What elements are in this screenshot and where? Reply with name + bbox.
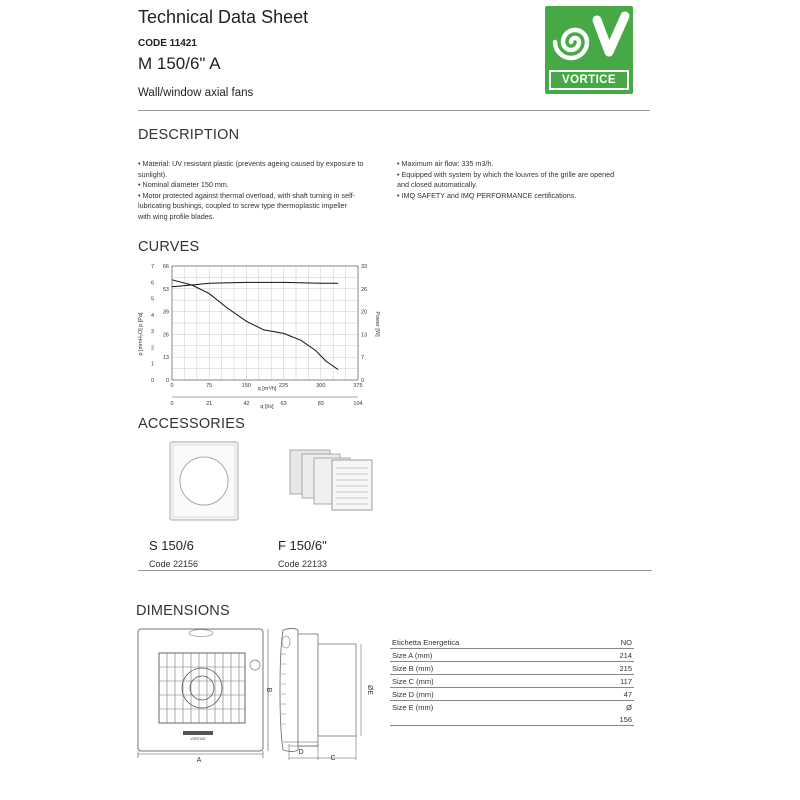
accessory-name: S 150/6 bbox=[149, 538, 194, 553]
grille-brand-label: VORTICE bbox=[190, 737, 206, 741]
x2-tick-label: 0 bbox=[170, 401, 174, 407]
y-left-label: p [mmH₂O] p [Pa] bbox=[138, 312, 144, 356]
x2-tick-label: 63 bbox=[280, 401, 287, 407]
x2-tick-label: 21 bbox=[206, 401, 213, 407]
dim-d-label: D bbox=[298, 749, 304, 756]
x-tick-label: 150 bbox=[241, 383, 251, 389]
y-left-outer-tick-label: 2 bbox=[150, 345, 154, 352]
description-line: • Nominal diameter 150 mm. bbox=[138, 180, 229, 190]
row-value: 215 bbox=[588, 662, 634, 675]
y-right-tick-label: 20 bbox=[361, 309, 368, 316]
description-line: • Material: UV resistant plastic (prevents ageing caused by exposure to bbox=[138, 159, 364, 168]
description-line: lubricating bushings, coupled to screw type thermoplastic impeller bbox=[138, 201, 347, 211]
y-right-label: Power [W] bbox=[374, 311, 380, 337]
header-divider bbox=[138, 110, 650, 111]
accessory-name: F 150/6" bbox=[278, 538, 327, 553]
grille-kit-image bbox=[288, 444, 384, 514]
y-left-tick-label: 26 bbox=[162, 332, 169, 339]
row-label: Size E (mm) bbox=[392, 702, 434, 712]
x-tick-label: 225 bbox=[279, 383, 289, 389]
row-label: Size A (mm) bbox=[390, 649, 588, 662]
row-label: Size C (mm) bbox=[390, 675, 588, 688]
y-left-tick-label: 66 bbox=[162, 264, 169, 270]
y-left-tick-label: 13 bbox=[162, 355, 169, 362]
y-left-outer-tick-label: 5 bbox=[150, 296, 154, 303]
row-label: Size D (mm) bbox=[390, 688, 588, 701]
curves-heading: CURVES bbox=[138, 239, 200, 255]
performance-chart bbox=[138, 260, 378, 415]
table-row bbox=[390, 649, 634, 662]
row-value: 214 bbox=[588, 649, 634, 662]
description-heading: DESCRIPTION bbox=[138, 127, 240, 143]
y-left-outer-tick-label: 0 bbox=[150, 378, 154, 384]
row-label: Size B (mm) bbox=[390, 662, 588, 675]
description-line: • Equipped with system by which the louvres of the grille are opened bbox=[397, 169, 615, 179]
accessory-code: Code 22156 bbox=[149, 559, 199, 569]
dimensions-heading: DIMENSIONS bbox=[136, 603, 230, 619]
dim-b-label: B bbox=[265, 687, 272, 693]
y-left-outer-tick-label: 6 bbox=[150, 280, 154, 287]
product-subtitle: Wall/window axial fans bbox=[138, 87, 254, 99]
vortice-logo bbox=[545, 6, 633, 94]
logo-swirl-icon bbox=[545, 6, 633, 70]
table-row bbox=[390, 713, 634, 726]
row-value: 117 bbox=[588, 675, 634, 688]
description-line: • Motor protected against thermal overload, with shaft turning in self- bbox=[138, 190, 356, 200]
dim-a-label: A bbox=[196, 757, 202, 764]
x2-label: q [l/s] bbox=[260, 404, 274, 410]
x-label: q [m³/h] bbox=[257, 386, 277, 392]
row-value: Ø bbox=[626, 702, 632, 712]
x-tick-label: 75 bbox=[206, 383, 213, 389]
accessory-code: Code 22133 bbox=[278, 559, 328, 569]
dim-e-label: ØE bbox=[366, 684, 373, 696]
table-row bbox=[390, 688, 634, 701]
y-left-outer-tick-label: 3 bbox=[150, 329, 154, 336]
table-row bbox=[390, 675, 634, 688]
y-left-outer-tick-label: 7 bbox=[150, 264, 154, 270]
x2-tick-label: 83 bbox=[317, 401, 324, 407]
row-value: 47 bbox=[588, 688, 634, 701]
table-row bbox=[390, 701, 634, 714]
table-row bbox=[390, 662, 634, 675]
row-label: Etichetta Energetica bbox=[390, 636, 588, 649]
description-right bbox=[397, 159, 652, 201]
description-line: with wing profile blades. bbox=[138, 211, 215, 221]
dimensions-table bbox=[390, 636, 634, 726]
description-left bbox=[138, 159, 393, 223]
y-left-outer-tick-label: 4 bbox=[150, 312, 154, 319]
y-right-tick-label: 33 bbox=[361, 264, 368, 270]
description-line: • Maximum air flow: 335 m3/h. bbox=[397, 159, 494, 168]
y-right-tick-label: 13 bbox=[361, 332, 368, 339]
dim-c-label: C bbox=[330, 755, 336, 762]
table-row bbox=[390, 636, 634, 649]
y-left-tick-label: 53 bbox=[162, 286, 169, 293]
y-right-tick-label: 26 bbox=[361, 286, 368, 293]
y-left-tick-label: 0 bbox=[165, 378, 169, 384]
logo-wordmark: VORTICE bbox=[549, 70, 629, 90]
mounting-plate-image bbox=[168, 440, 241, 522]
y-left-outer-tick-label: 1 bbox=[150, 361, 154, 368]
row-label bbox=[390, 713, 588, 726]
row-value: 156 bbox=[588, 713, 634, 726]
y-right-tick-label: 7 bbox=[361, 355, 365, 362]
accessories-divider bbox=[138, 570, 652, 571]
x2-tick-label: 42 bbox=[243, 401, 250, 407]
accessories-heading: ACCESSORIES bbox=[138, 416, 245, 432]
document-title: Technical Data Sheet bbox=[138, 7, 309, 27]
x2-tick-label: 104 bbox=[353, 401, 363, 407]
x-tick-label: 0 bbox=[170, 383, 174, 389]
product-model: M 150/6" A bbox=[138, 54, 221, 73]
description-line: and closed automatically. bbox=[397, 180, 478, 190]
description-line: • IMQ SAFETY and IMQ PERFORMANCE certifications. bbox=[397, 190, 577, 200]
x-tick-label: 300 bbox=[316, 383, 326, 389]
dimensions-drawing bbox=[135, 624, 373, 764]
row-value: NO bbox=[588, 636, 634, 649]
y-right-tick-label: 0 bbox=[361, 378, 365, 384]
product-code: CODE 11421 bbox=[138, 38, 197, 49]
x-tick-label: 375 bbox=[353, 383, 363, 389]
y-left-tick-label: 39 bbox=[162, 309, 169, 316]
description-line: sunlight). bbox=[138, 169, 168, 179]
